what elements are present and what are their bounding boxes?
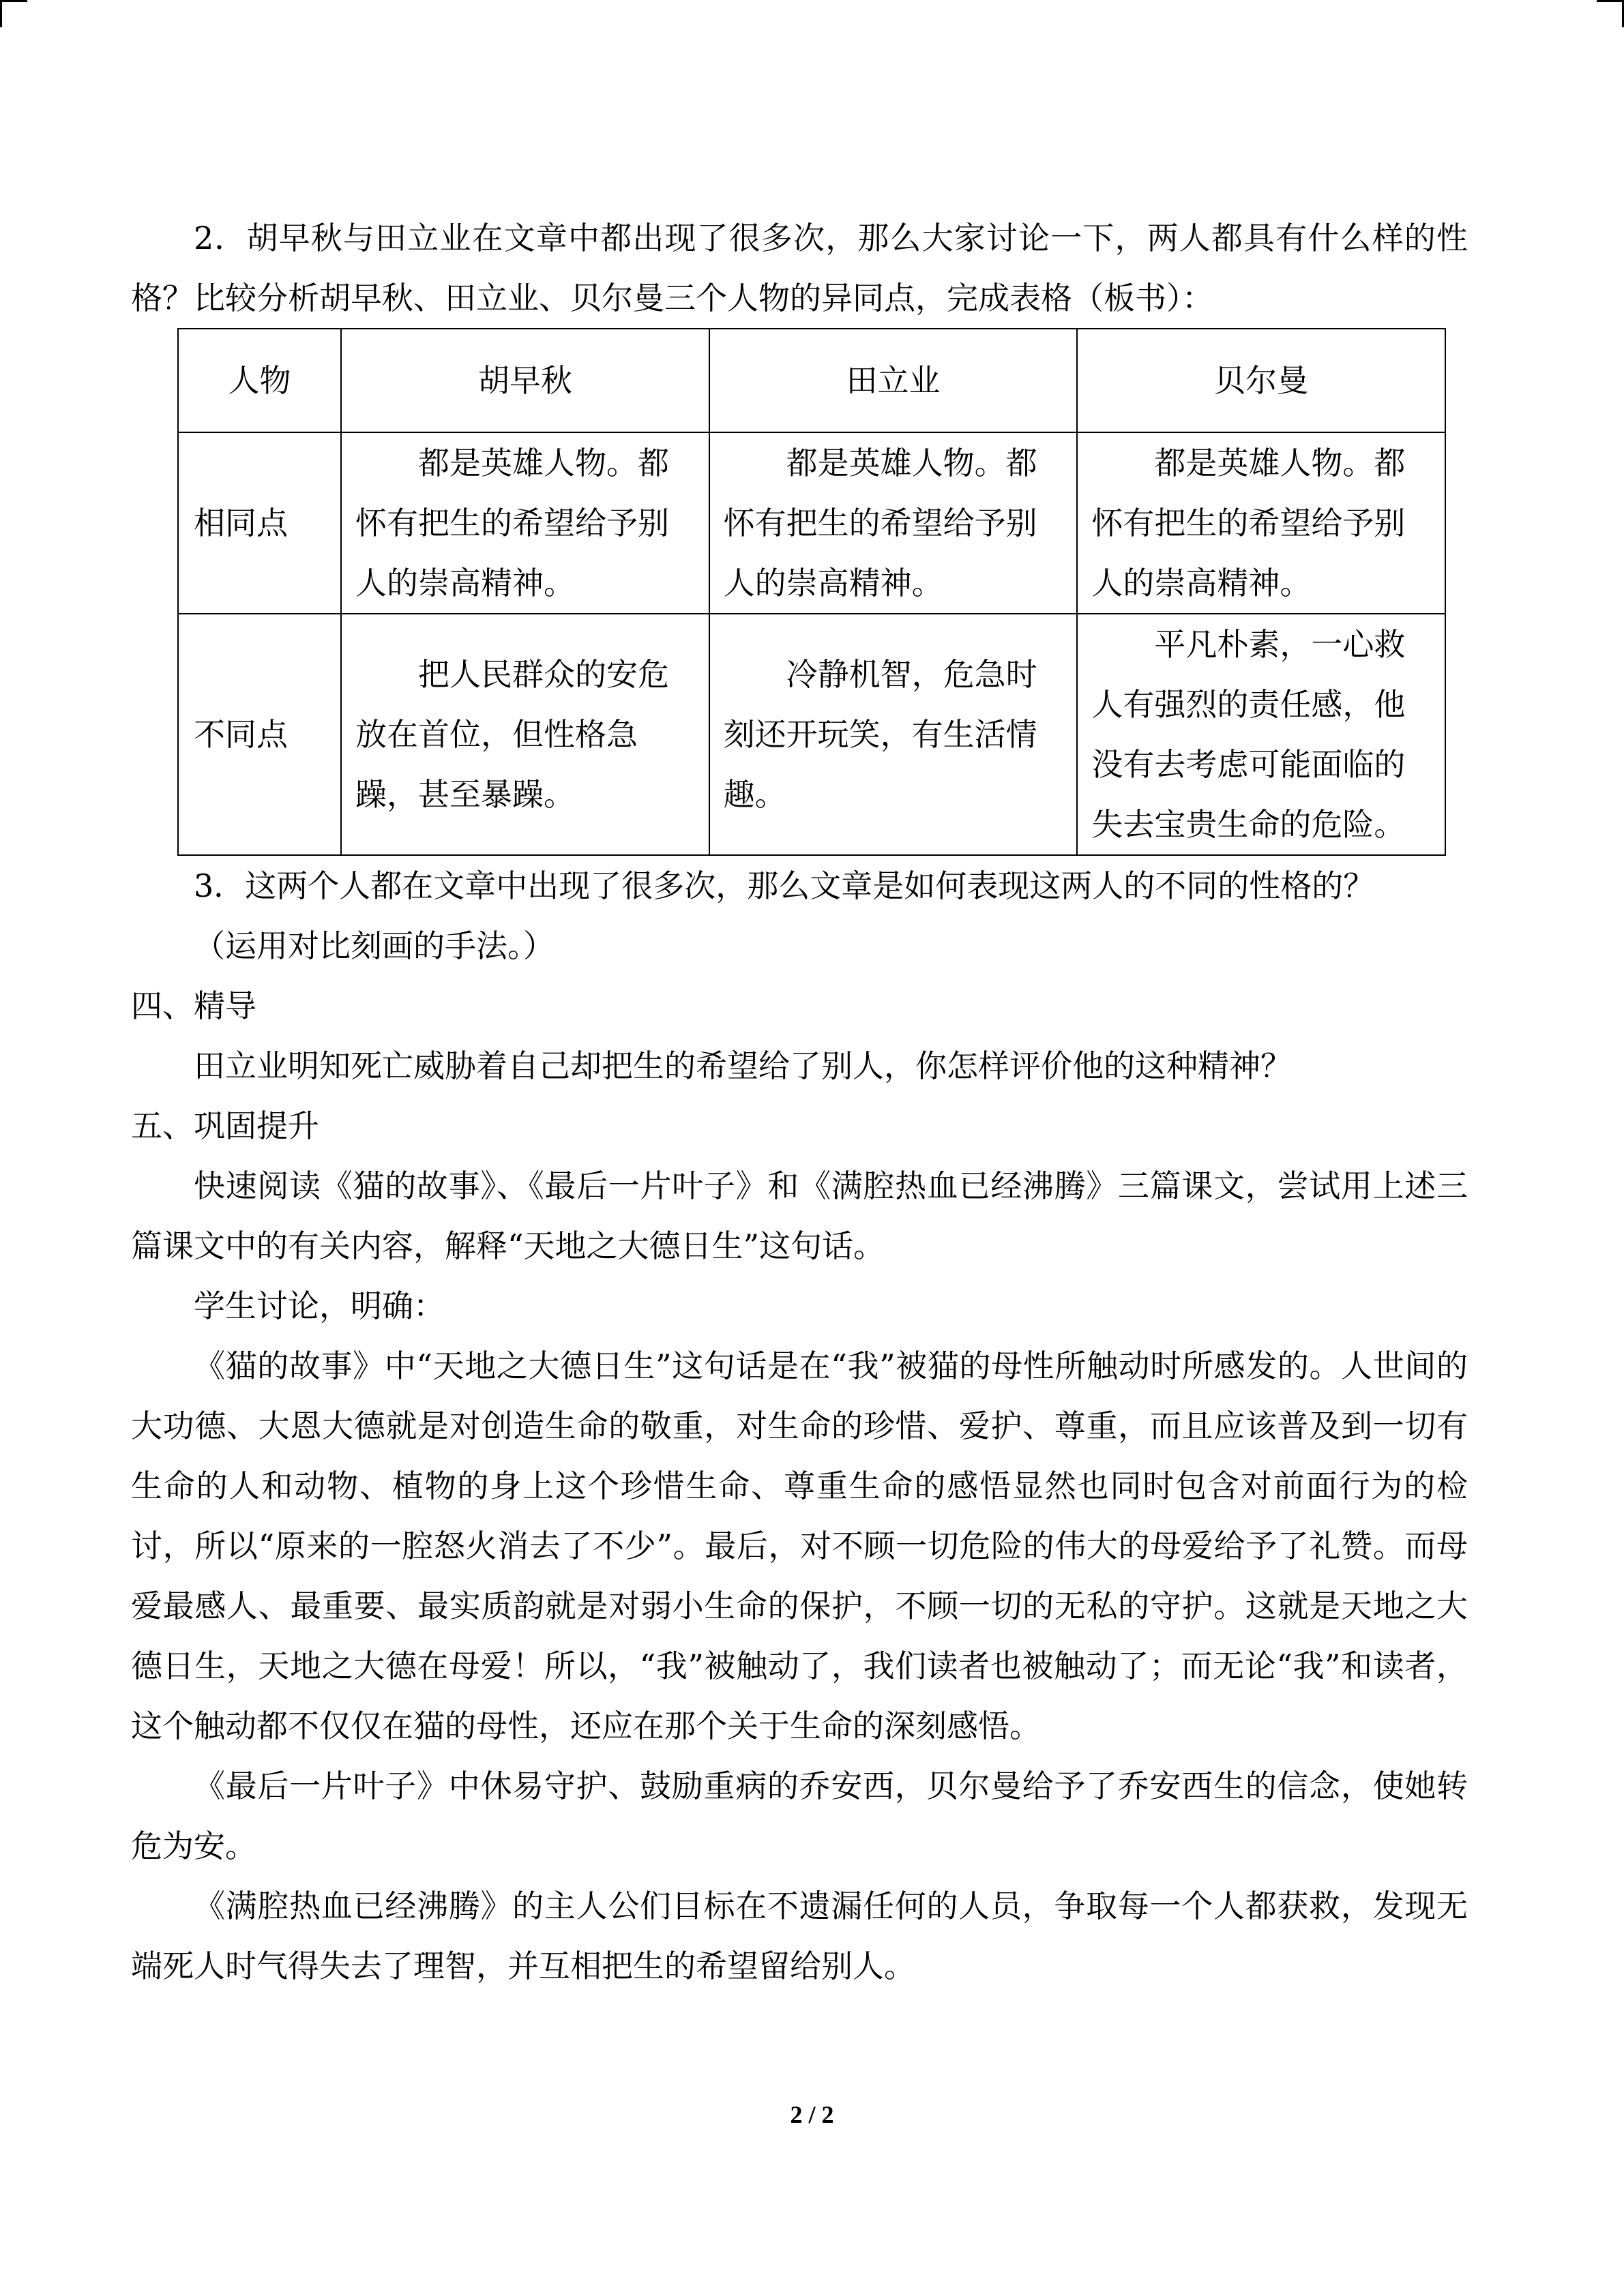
page-number: 2 / 2 <box>790 2101 834 2128</box>
paragraph-hot-blood: 《满腔热血已经沸腾》的主人公们目标在不遗漏任何的人员，争取每一个人都获救，发现无端死人时气得失去了理智，并互相把生的希望留给别人。 <box>131 1888 1468 1984</box>
paragraph-last-leaf: 《最后一片叶子》中休易守护、鼓励重病的乔安西，贝尔曼给予了乔安西生的信念，使她转危为安。 <box>131 1768 1468 1864</box>
table-header-row <box>178 329 1445 432</box>
comparison-table <box>177 328 1446 856</box>
section-4-text: 田立业明知死亡威胁着自己却把生的希望给了别人，你怎样评价他的这种精神？ <box>194 1047 1292 1084</box>
paragraph-cat-story: 《猫的故事》中“天地之大德日生”这句话是在“我”被猫的母性所触动时所感发的。人世间的大功德、大恩大德就是对创造生命的敬重，对生命的珍惜、爱护、尊重，而且应该普及到一切有生命的人和动物、植物的身上这个珍惜生命、尊重生命的感悟显然也同时包含对前面行为的检讨，所以“原来的一腔怒火消去了不少”。最后，对不顾一切危险的伟大的母爱给予了礼赞。而母爱最感人、最重要、最实质韵就是对弱小生命的保护，不顾一切的无私的守护。这就是天地之大德日生，天地之大德在母爱！所以，“我”被触动了，我们读者也被触动了；而无论“我”和读者，这个触动都不仅仅在猫的母性，还应在那个关于生命的深刻感悟。 <box>131 1347 1468 1744</box>
table-cell <box>341 432 709 614</box>
table-cell <box>1077 614 1445 855</box>
table-cell <box>709 432 1078 614</box>
table-row-diff <box>178 614 1445 855</box>
section-5-text: 快速阅读《猫的故事》、《最后一片叶子》和《满腔热血已经沸腾》三篇课文，尝试用上述三篇课文中的有关内容，解释“天地之大德日生”这句话。 <box>131 1167 1468 1264</box>
table-header-cell: 贝尔曼 <box>1077 329 1445 432</box>
table-cell <box>341 614 709 855</box>
table-header-cell: 田立业 <box>709 329 1078 432</box>
cell-text: 冷静机智，危急时刻还开玩笑，有生活情趣。 <box>723 656 1037 813</box>
question-3: 3．这两个人都在文章中出现了很多次，那么文章是如何表现这两人的不同的性格的？ <box>194 867 1375 904</box>
cell-text: 把人民群众的安危放在首位，但性格急躁，甚至暴躁。 <box>355 656 670 813</box>
document-body <box>131 208 1468 1996</box>
row-label: 相同点 <box>178 432 341 614</box>
crop-mark <box>0 0 2 27</box>
discussion-label: 学生讨论，明确： <box>194 1287 445 1324</box>
table-header-cell: 胡早秋 <box>341 329 709 432</box>
crop-mark <box>1597 0 1624 2</box>
cell-text: 平凡朴素，一心救人有强烈的责任感，他没有去考虑可能面临的失去宝贵生命的危险。 <box>1091 626 1406 843</box>
question-2: 2．胡早秋与田立业在文章中都出现了很多次，那么大家讨论一下，两人都具有什么样的性格？比较分析胡早秋、田立业、贝尔曼三个人物的异同点，完成表格（板书）： <box>131 220 1468 316</box>
row-label: 不同点 <box>178 614 341 855</box>
section-4-title: 四、精导 <box>131 987 256 1024</box>
cell-text: 都是英雄人物。都怀有把生的希望给予别人的崇高精神。 <box>355 445 670 601</box>
table-cell <box>1077 432 1445 614</box>
cell-text: 都是英雄人物。都怀有把生的希望给予别人的崇高精神。 <box>1091 445 1406 601</box>
section-5-title: 五、巩固提升 <box>131 1107 319 1144</box>
table-header-cell: 人物 <box>178 329 341 432</box>
crop-mark <box>0 0 27 2</box>
question-3-answer: （运用对比刻画的手法。） <box>194 927 555 964</box>
cell-text: 都是英雄人物。都怀有把生的希望给予别人的崇高精神。 <box>723 445 1037 601</box>
table-row-same <box>178 432 1445 614</box>
table-cell <box>709 614 1078 855</box>
